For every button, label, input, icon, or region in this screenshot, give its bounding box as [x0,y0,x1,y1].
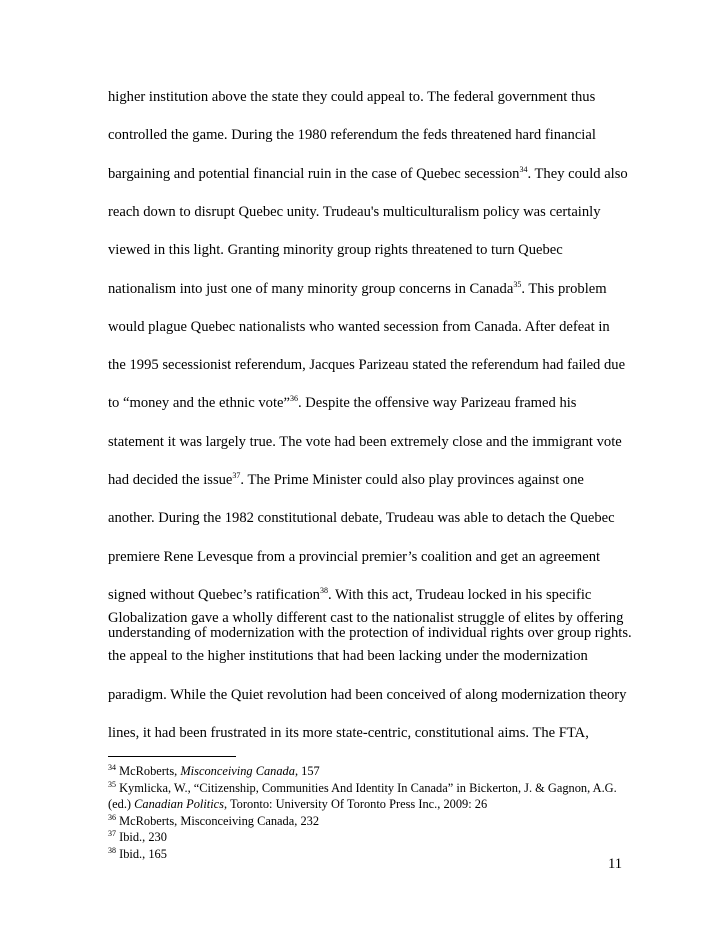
text-run: would plague Quebec nationalists who wanted secession from Canada. After defeat in [108,318,610,335]
text-run: another. During the 1982 constitutional debate, Trudeau was able to detach the Quebec [108,510,615,527]
footnote-ref: 38 [108,846,116,855]
text-run: had decided the issue [108,472,233,488]
body-line [108,509,615,527]
text-run: viewed in this light. Granting minority group rights threatened to turn Quebec [108,242,563,259]
text-run: signed without Quebec’s ratification [108,586,320,603]
text-run: . They could also [527,165,628,182]
text-run: . This problem [521,280,607,297]
footnote-ref: 37 [108,829,116,839]
text-run: the appeal to the higher institutions that had been lacking under the modernization [108,648,588,665]
footnote-line [108,847,167,863]
page-number: 11 [608,856,623,872]
footnote-ref: 38 [319,585,328,595]
body-line [108,724,589,742]
text-run: Ibid., 230 [116,830,167,845]
text-run: to “money and the ethnic vote” [108,395,290,412]
text-run: premiere Rene Levesque from a provincial premier’s coalition and get an agreement [108,548,601,565]
footnote-ref: 35 [513,279,522,289]
text-run: paradigm. While the Quiet revolution had been conceived of along modernization theory [108,686,627,703]
body-line [108,586,591,606]
footnote-line [108,764,320,780]
italic-title: Misconceiving Canada [180,764,295,778]
body-line [108,88,595,106]
text-run: controlled the game. During the 1980 referendum the feds threatened hard financial [108,127,596,144]
body-line [108,356,625,374]
text-run: lines, it had been frustrated in its more state-centric, constitutional aims. The FTA, [108,724,589,741]
text-run: the 1995 secessionist referendum, Jacques Parizeau stated the referendum had failed due [108,357,626,374]
footnote-ref: 34 [108,763,116,772]
body-line [108,203,601,221]
italic-title: Canadian Politics [134,797,224,812]
body-line [108,471,584,491]
text-run: higher institution above the state they could appeal to. The federal government thus [108,89,596,105]
text-run: Kymlicka, W., “Citizenship, Communities And Identity In Canada” in Bickerton, J. & Gagnon, A.G. [116,780,617,795]
footnote-ref: 37 [232,471,241,480]
footnote-line [108,814,319,830]
text-run: McRoberts, [116,764,181,778]
body-line [108,280,607,300]
body-line [108,647,588,665]
body-line [108,433,622,451]
text-run: Ibid., 165 [116,847,167,861]
footnote-separator [108,756,236,757]
text-run: Globalization gave a wholly different cast to the nationalist struggle of elites by offering [108,610,624,626]
text-run: nationalism into just one of many minority group concerns in Canada [108,280,514,297]
text-run: , Toronto: University Of Toronto Press Inc., 2009: 26 [224,797,488,812]
text-run: understanding of modernization with the protection of individual rights over group rights. [108,625,632,642]
footnote-line [108,797,487,812]
footnote-ref: 34 [519,164,528,174]
text-run: statement it was largely true. The vote had been extremely close and the immigrant vote [108,433,622,450]
text-run: bargaining and potential financial ruin in the case of Quebec secession [108,165,520,182]
text-run: . The Prime Minister could also play provinces against one [240,472,584,488]
text-run: . With this act, Trudeau locked in his specific [327,586,592,603]
footnote-line [108,830,167,846]
footnote-line [108,781,617,797]
text-run: . Despite the offensive way Parizeau framed his [297,395,577,412]
text-run: (ed.) [108,797,135,812]
body-line [108,241,563,259]
body-line [108,686,626,704]
body-line [108,126,596,144]
text-run: McRoberts, Misconceiving Canada, 232 [116,813,320,828]
text-run: , 157 [294,764,320,778]
body-line [108,609,623,627]
body-line [108,165,628,185]
footnote-ref: 36 [289,394,298,404]
footnote-ref: 35 [108,779,116,789]
text-run: reach down to disrupt Quebec unity. Trudeau's multiculturalism policy was certainly [108,203,601,220]
body-line [108,548,600,566]
body-line [108,394,577,414]
footnote-ref: 36 [108,812,116,822]
body-line [108,318,610,336]
